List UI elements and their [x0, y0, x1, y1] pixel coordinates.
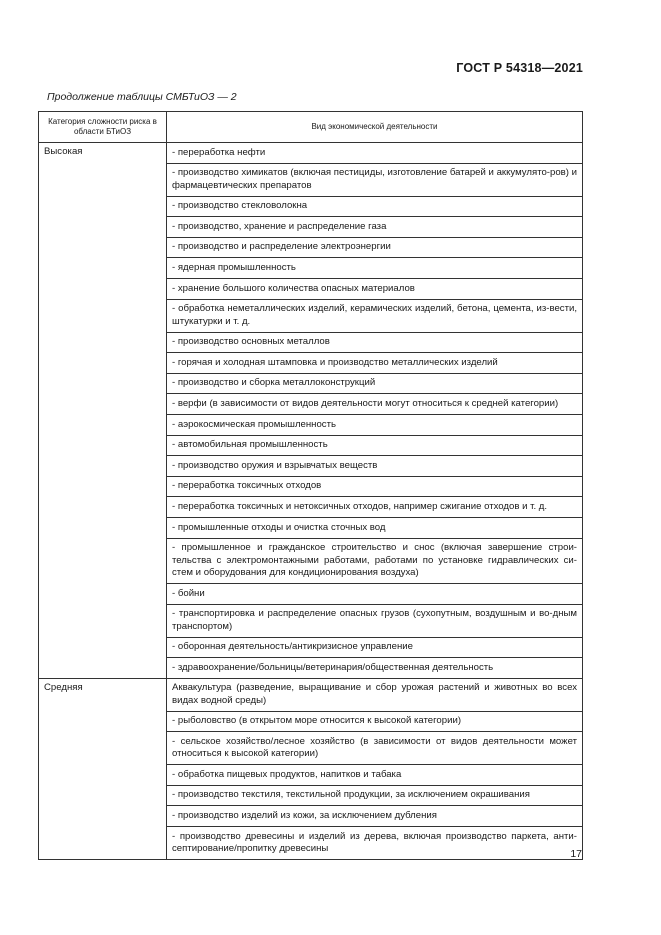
activity-cell: - производство химикатов (включая пестициды, изготовление батарей и аккумулято-ров) и фармацевтических препаратов [167, 163, 583, 196]
column-header-category: Категория сложности риска в области БТиОЗ [39, 112, 167, 143]
activity-cell: - производство основных металлов [167, 332, 583, 353]
table-row [39, 678, 583, 711]
activity-cell: - переработка токсичных и нетоксичных отходов, например сжигание отходов и т. д. [167, 497, 583, 518]
activity-cell: - производство и распределение электроэнергии [167, 237, 583, 258]
activity-cell: - производство древесины и изделий из дерева, включая производство паркета, анти-септирование/пропитку древесины [167, 827, 583, 860]
activity-cell: - верфи (в зависимости от видов деятельности могут относиться к средней категории) [167, 394, 583, 415]
activity-cell: - производство изделий из кожи, за исключением дубления [167, 806, 583, 827]
activity-cell: - производство и сборка металлоконструкций [167, 373, 583, 394]
activity-cell: - здравоохранение/больницы/ветеринария/общественная деятельность [167, 658, 583, 679]
activity-cell: - бойни [167, 583, 583, 604]
table-body [39, 143, 583, 860]
activity-cell: - переработка нефти [167, 143, 583, 164]
activity-cell: - автомобильная промышленность [167, 435, 583, 456]
activity-cell: - горячая и холодная штамповка и производство металлических изделий [167, 353, 583, 374]
activity-cell: - обработка пищевых продуктов, напитков и табака [167, 765, 583, 786]
category-cell: Высокая [39, 143, 167, 679]
activity-cell: - аэрокосмическая промышленность [167, 414, 583, 435]
page-number: 17 [570, 848, 582, 860]
activity-cell: - обработка неметаллических изделий, керамических изделий, бетона, цемента, из-вести, штукатурки и т. д. [167, 299, 583, 332]
activity-cell: - промышленное и гражданское строительство и снос (включая завершение строи-тельства с электромонтажными работами, работами по установке гидравлических си-стем и оборудования для кондиционирования воздуха) [167, 538, 583, 583]
activity-cell: - промышленные отходы и очистка сточных вод [167, 517, 583, 538]
activity-cell: - производство оружия и взрывчатых веществ [167, 456, 583, 477]
table-header-row [39, 112, 583, 143]
activity-cell: - рыболовство (в открытом море относится к высокой категории) [167, 711, 583, 732]
activity-cell: - хранение большого количества опасных материалов [167, 278, 583, 299]
table-row [39, 143, 583, 164]
column-header-activity: Вид экономической деятельности [167, 112, 583, 143]
activity-cell: - оборонная деятельность/антикризисное управление [167, 637, 583, 658]
standard-code: ГОСТ Р 54318—2021 [456, 61, 583, 75]
table-caption: Продолжение таблицы СМБТиОЗ — 2 [47, 91, 237, 103]
category-cell: Средняя [39, 678, 167, 859]
activity-cell: - производство, хранение и распределение газа [167, 217, 583, 238]
risk-category-table [38, 111, 583, 860]
activity-cell: - ядерная промышленность [167, 258, 583, 279]
activity-cell: - производство текстиля, текстильной продукции, за исключением окрашивания [167, 785, 583, 806]
activity-cell: - сельское хозяйство/лесное хозяйство (в зависимости от видов деятельности может относиться к высокой категории) [167, 732, 583, 765]
activity-cell: - транспортировка и распределение опасных грузов (сухопутным, воздушным и во-дным транспортом) [167, 604, 583, 637]
activity-cell: Аквакультура (разведение, выращивание и сбор урожая растений и животных во всех видах водной среды) [167, 678, 583, 711]
activity-cell: - производство стекловолокна [167, 196, 583, 217]
activity-cell: - переработка токсичных отходов [167, 476, 583, 497]
